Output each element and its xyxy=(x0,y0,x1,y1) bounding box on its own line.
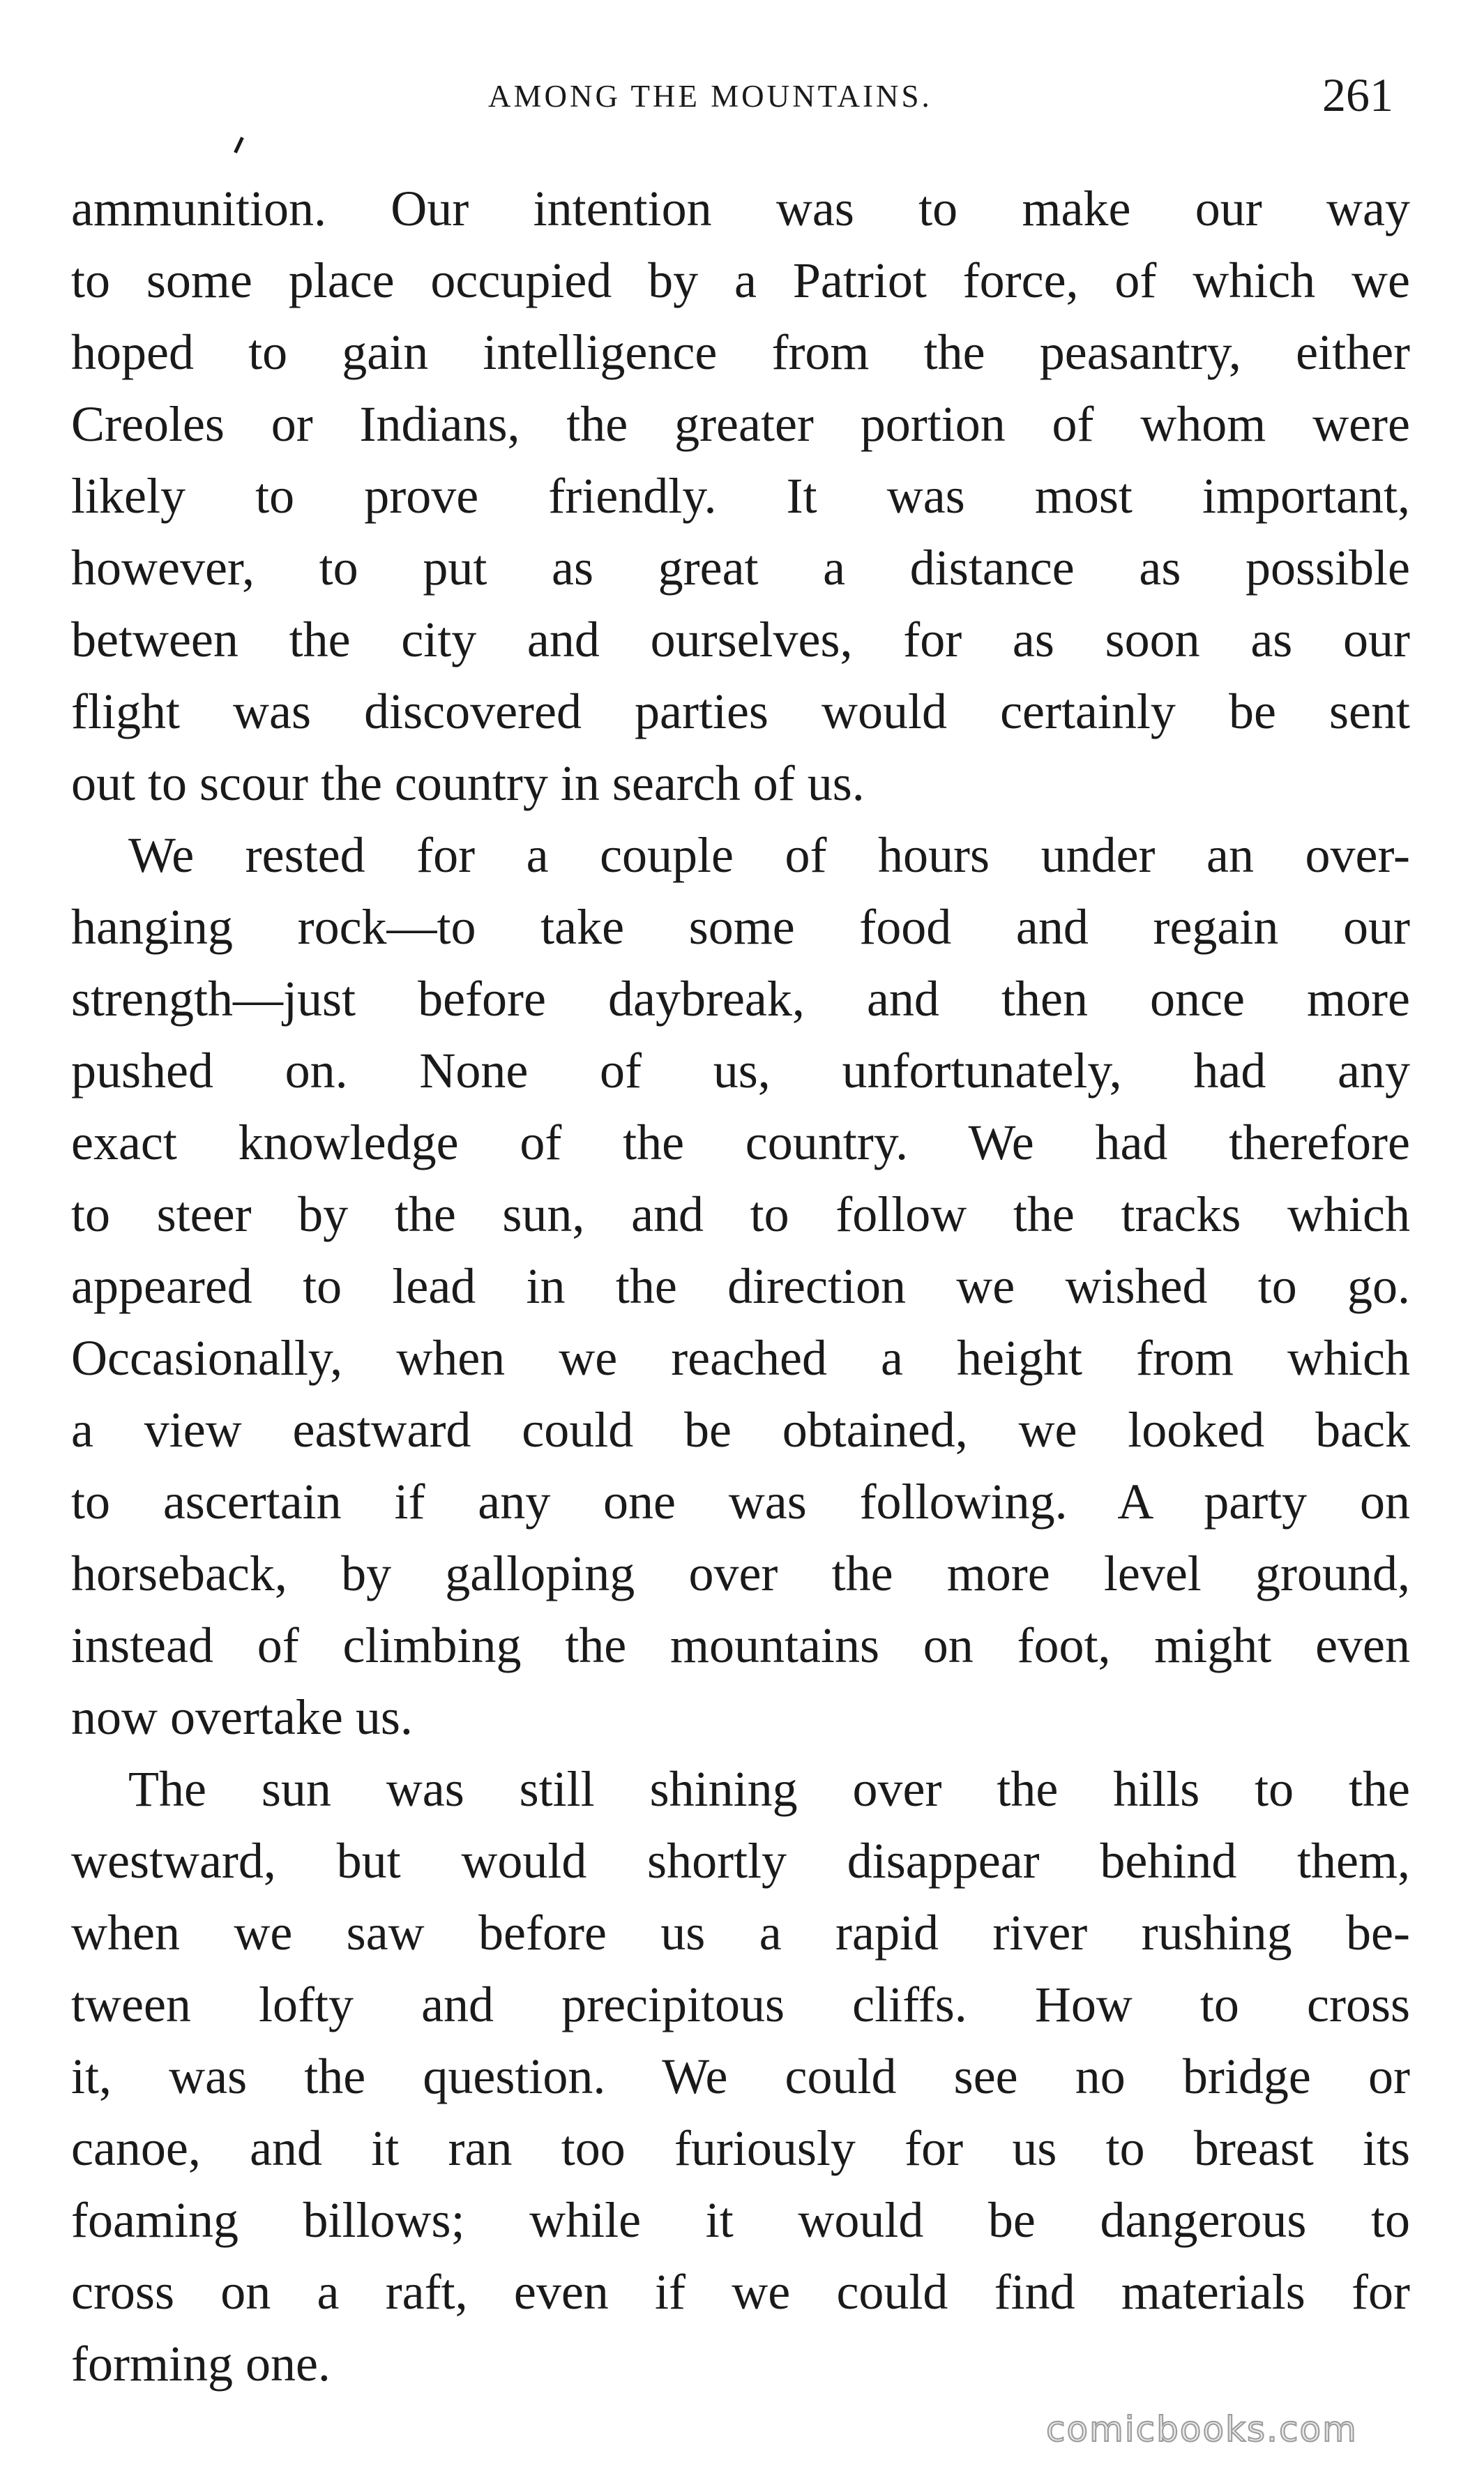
text-line: likely to prove friendly. It was most important, xyxy=(71,468,1410,524)
text-line: foaming billows; while it would be dangerous to xyxy=(71,2192,1410,2248)
text-line: to steer by the sun, and to follow the tracks which xyxy=(71,1186,1410,1242)
text-line: a view eastward could be obtained, we looked back xyxy=(71,1402,1410,1458)
text-line: horseback, by galloping over the more level ground, xyxy=(71,1546,1410,1601)
text-line: instead of climbing the mountains on foot, might even xyxy=(71,1617,1410,1673)
text-line: Creoles or Indians, the greater portion of whom were xyxy=(71,396,1410,452)
text-line: hanging rock—to take some food and regain our xyxy=(71,899,1410,955)
text-line: Occasionally, when we reached a height from which xyxy=(71,1330,1410,1386)
text-line: pushed on. None of us, unfortunately, had any xyxy=(71,1043,1410,1099)
stray-ink-mark xyxy=(234,137,244,153)
text-line: to ascertain if any one was following. A party on xyxy=(71,1474,1410,1530)
text-line: when we saw before us a rapid river rushing be- xyxy=(71,1905,1410,1961)
text-line: strength—just before daybreak, and then once more xyxy=(71,971,1410,1027)
text-line: forming one. xyxy=(71,2336,331,2392)
text-line: to some place occupied by a Patriot force, of which we xyxy=(71,252,1410,308)
text-line: it, was the question. We could see no bridge or xyxy=(71,2048,1410,2104)
text-line: between the city and ourselves, for as soon as our xyxy=(71,612,1410,667)
text-line: flight was discovered parties would certainly be sent xyxy=(71,684,1410,739)
text-line: hoped to gain intelligence from the peasantry, either xyxy=(71,324,1410,380)
text-line: We rested for a couple of hours under an over- xyxy=(128,827,1410,883)
text-line: tween lofty and precipitous cliffs. How to cross xyxy=(71,1977,1410,2032)
text-line: ammunition. Our intention was to make our way xyxy=(71,181,1410,236)
text-line: The sun was still shining over the hills to the xyxy=(128,1761,1410,1817)
text-line: westward, but would shortly disappear behind them, xyxy=(71,1833,1410,1889)
text-line: exact knowledge of the country. We had therefore xyxy=(71,1115,1410,1170)
running-head xyxy=(0,68,1484,124)
text-line: now overtake us. xyxy=(71,1689,413,1745)
body-text xyxy=(71,173,1410,2400)
text-line: appeared to lead in the direction we wished to go. xyxy=(71,1258,1410,1314)
running-title: AMONG THE MOUNTAINS. xyxy=(488,79,932,114)
text-line: canoe, and it ran too furiously for us to breast its xyxy=(71,2120,1410,2176)
text-line: cross on a raft, even if we could find materials for xyxy=(71,2264,1410,2320)
text-line: however, to put as great a distance as possible xyxy=(71,540,1410,596)
watermark: comicbooks.com xyxy=(1046,2409,1358,2450)
page-number: 261 xyxy=(1322,68,1393,121)
text-line: out to scour the country in search of us. xyxy=(71,755,865,811)
